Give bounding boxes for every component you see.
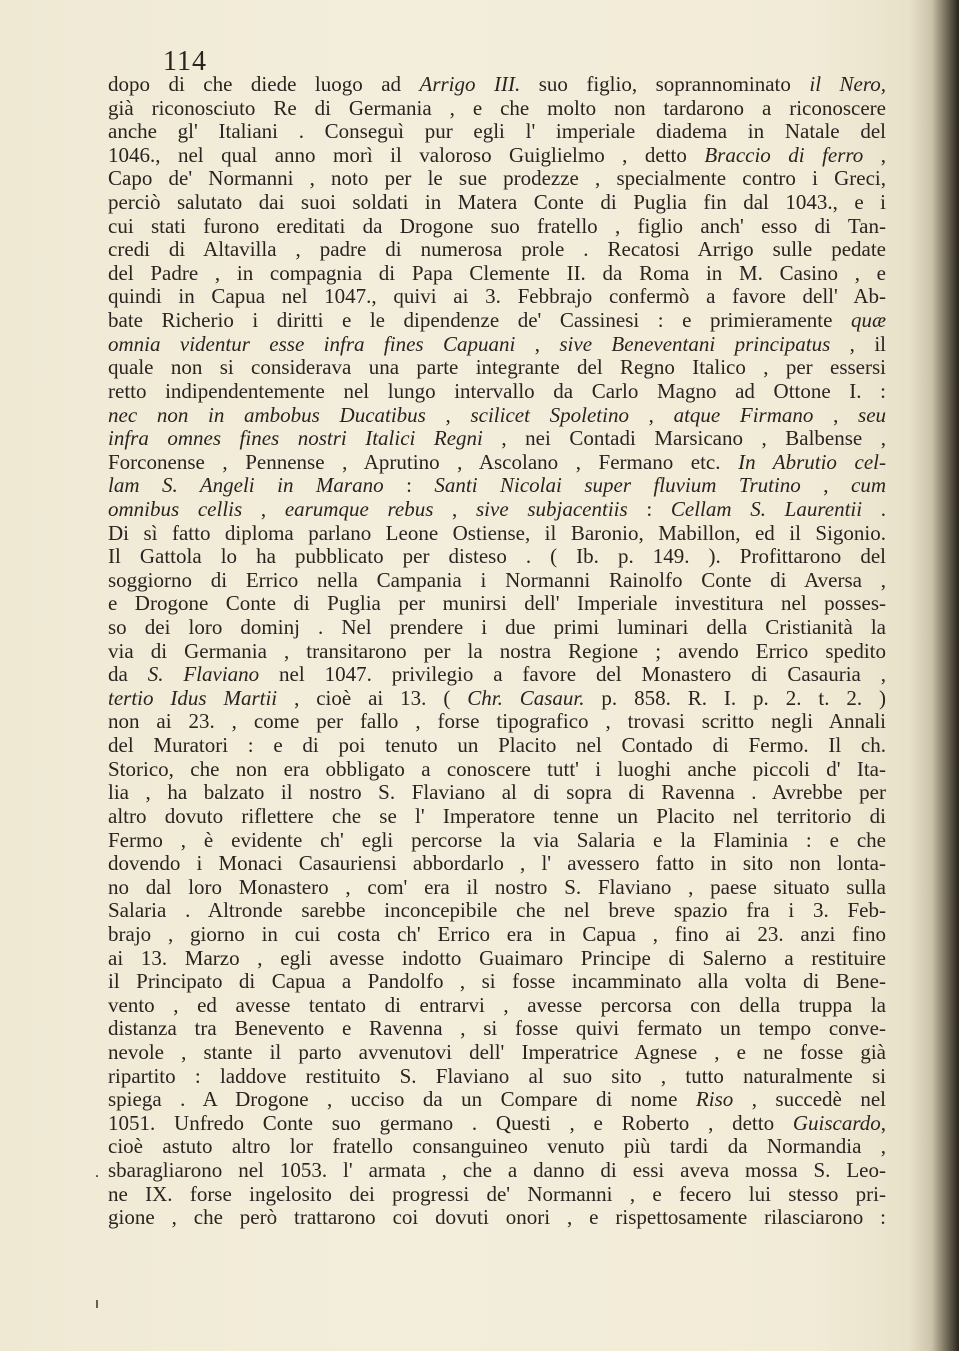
text-segment: ,	[242, 497, 285, 521]
text-segment: ,	[813, 403, 859, 427]
text-segment: distanza tra Benevento e Ravenna , si fosse quivi fermato un tempo conve-	[108, 1017, 886, 1041]
text-segment: no dal loro Monastero , com' era il nostro S. Flaviano , paese situato sulla	[108, 875, 886, 899]
italic-segment: infra omnes fines nostri Italici Regni	[108, 427, 483, 451]
text-line	[108, 569, 886, 593]
italic-segment: tertio Idus Martii	[108, 686, 278, 710]
text-line	[108, 522, 886, 546]
text-segment: del Padre , in compagnia di Papa Clemente II. da Roma in M. Casino , e	[108, 261, 886, 285]
text-segment: Storico, che non era obbligato a conoscere tutt' i luoghi anche piccoli d' Ita-	[108, 757, 886, 781]
text-segment: Fermo , è evidente ch' egli percorse la via Salaria e la Flaminia : e che	[108, 828, 886, 852]
text-segment: cui stati furono ereditati da Drogone suo fratello , figlio anch' esso di Tan-	[108, 214, 886, 238]
text-segment: via di Germania , transitarono per la nostra Regione ; avendo Errico spedito	[108, 639, 886, 663]
text-segment: ai 13. Marzo , egli avesse indotto Guaimaro Principe di Salerno a restituire	[108, 946, 886, 970]
text-line	[108, 687, 886, 711]
gutter-shadow	[909, 0, 959, 1351]
text-line	[108, 97, 886, 121]
margin-mark	[96, 1300, 98, 1308]
italic-segment: In Abrutio cel-	[738, 450, 886, 474]
text-segment: Di sì fatto diploma parlano Leone Ostiense, il Baronio, Mabillon, ed il Sigonio.	[108, 521, 886, 545]
text-line	[108, 710, 886, 734]
text-segment: dovendo i Monaci Casauriensi abbordarlo , l' avessero fatto in sito non lonta-	[108, 852, 886, 876]
text-segment: , nei Contadi Marsicano , Balbense ,	[482, 427, 886, 451]
italic-segment: Cellam S. Laurentii	[670, 497, 863, 521]
text-line	[108, 592, 886, 616]
italic-segment: Santi Nicolai super fluvium Trutino	[434, 474, 801, 498]
text-line	[108, 73, 886, 97]
text-segment: quindi in Capua nel 1047., quivi ai 3. Febbrajo confermò a favore dell' Ab-	[108, 285, 886, 309]
text-segment: , cioè ai 13. (	[277, 686, 468, 710]
text-segment: ,	[628, 403, 674, 427]
page-number: 114	[163, 46, 207, 77]
italic-segment: quæ	[850, 309, 886, 333]
text-segment: , succedè nel	[733, 1088, 886, 1112]
text-segment: del Muratori : e di poi tenuto un Placito nel Contado di Fermo. Il ch.	[108, 734, 886, 758]
text-segment: gione , che però trattarono coi dovuti onori , e rispettosamente rilasciarono :	[108, 1206, 886, 1230]
text-line	[108, 1017, 886, 1041]
text-line	[108, 994, 886, 1018]
text-segment: e Drogone Conte di Puglia per munirsi dell' Imperiale investitura nel posses-	[108, 592, 886, 616]
text-line	[108, 970, 886, 994]
text-line	[108, 1135, 886, 1159]
text-line	[108, 427, 886, 451]
italic-segment: scilicet Spoletino	[470, 403, 629, 427]
text-segment: Salaria . Altronde sarebbe inconcepibile che nel breve spazio fra i 3. Feb-	[108, 899, 886, 923]
text-line	[108, 876, 886, 900]
text-line	[108, 474, 886, 498]
text-segment: ,	[800, 474, 851, 498]
italic-segment: sive Beneventani principatus	[559, 332, 831, 356]
text-segment: già riconosciuto Re di Germania , e che molto non tardarono a riconoscere	[108, 96, 886, 120]
italic-segment: omnibus cellis	[108, 497, 243, 521]
text-line	[108, 404, 886, 428]
text-segment: lia , ha balzato il nostro S. Flaviano al di sopra di Ravenna . Avrebbe per	[108, 781, 886, 805]
text-line	[108, 191, 886, 215]
text-line	[108, 144, 886, 168]
text-line	[108, 238, 886, 262]
text-segment: so dei loro dominj . Nel prendere i due primi luminari della Cristianità la	[108, 616, 886, 640]
italic-segment: S. Flaviano	[147, 663, 260, 687]
italic-segment: lam S. Angeli in Marano	[108, 474, 384, 498]
text-line	[108, 805, 886, 829]
stray-mark: .	[95, 1164, 99, 1181]
text-segment: ,	[425, 403, 471, 427]
italic-segment: sive subjacentiis	[476, 497, 628, 521]
italic-segment: nec non in ambobus Ducatibus	[108, 403, 426, 427]
text-line	[108, 640, 886, 664]
text-segment: ,	[880, 1111, 886, 1135]
text-line	[108, 1159, 886, 1183]
text-line	[108, 333, 886, 357]
text-line	[108, 285, 886, 309]
text-line	[108, 1088, 886, 1112]
text-segment: ,	[863, 143, 886, 167]
text-line	[108, 1065, 886, 1089]
text-segment: Capo de' Normanni , noto per le sue prodezze , specialmente contro i Greci,	[108, 167, 886, 191]
text-line	[108, 734, 886, 758]
text-segment: da	[108, 663, 148, 687]
text-line	[108, 899, 886, 923]
text-line	[108, 545, 886, 569]
text-line	[108, 356, 886, 380]
italic-segment: Braccio di ferro	[704, 143, 864, 167]
text-segment: 1046., nel qual anno morì il valoroso Guiglielmo , detto	[108, 143, 705, 167]
text-segment: altro dovuto riflettere che se l' Imperatore tenne un Placito nel territorio di	[108, 804, 886, 828]
text-line	[108, 262, 886, 286]
text-line	[108, 923, 886, 947]
text-line	[108, 947, 886, 971]
text-segment: ne IX. forse ingelosito dei progressi de' Normanni , e fecero lui stesso pri-	[108, 1182, 886, 1206]
text-segment: non ai 23. , come per fallo , forse tipografico , trovasi scritto negli Annali	[108, 710, 886, 734]
text-segment: il Principato di Capua a Pandolfo , si fosse incamminato alla volta di Bene-	[108, 970, 886, 994]
italic-segment: atque Firmano	[673, 403, 814, 427]
text-segment: ,	[515, 332, 560, 356]
text-segment: 1051. Unfredo Conte suo germano . Questi , e Roberto , detto	[108, 1111, 793, 1135]
text-segment: sbaragliarono nel 1053. l' armata , che a danno di essi aveva mossa S. Leo-	[108, 1159, 886, 1183]
text-line	[108, 215, 886, 239]
text-segment: cioè astuto altro lor fratello consanguineo venuto più tardi da Normandia ,	[108, 1135, 886, 1159]
text-line	[108, 167, 886, 191]
text-segment: retto indipendentemente nel lungo intervallo da Carlo Magno ad Ottone I. :	[108, 379, 886, 403]
text-segment: vento , ed avesse tentato di entrarvi , avesse percorsa con della truppa la	[108, 993, 886, 1017]
text-line	[108, 758, 886, 782]
text-line	[108, 451, 886, 475]
text-line	[108, 852, 886, 876]
text-line	[108, 1112, 886, 1136]
text-line	[108, 1183, 886, 1207]
text-segment: , il	[830, 332, 886, 356]
text-line	[108, 663, 886, 687]
italic-segment: il Nero,	[809, 73, 886, 96]
text-segment: Forconense , Pennense , Aprutino , Ascolano , Fermano etc.	[108, 450, 739, 474]
text-segment: bate Richerio i diritti e le dipendenze de' Cassinesi : e primieramente	[108, 309, 851, 333]
text-segment: perciò salutato dai suoi soldati in Matera Conte di Puglia fin dal 1043., e i	[108, 191, 886, 215]
text-segment: nevole , stante il parto avvenutovi dell' Imperatrice Agnese , e ne fosse già	[108, 1040, 886, 1064]
italic-segment: Chr. Casaur.	[467, 686, 585, 710]
text-line	[108, 120, 886, 144]
text-line	[108, 829, 886, 853]
italic-segment: omnia videntur esse infra fines Capuani	[108, 332, 516, 356]
italic-segment: earumque rebus	[284, 497, 434, 521]
text-segment: :	[627, 497, 671, 521]
text-segment: anche gl' Italiani . Conseguì pur egli l' imperiale diadema in Natale del	[108, 120, 886, 144]
italic-segment: Guiscardo	[792, 1111, 881, 1135]
text-segment: quale non si considerava una parte integrante del Regno Italico , per essersi	[108, 356, 886, 380]
italic-segment: Arrigo III.	[419, 73, 521, 96]
text-line	[108, 309, 886, 333]
italic-segment: seu	[858, 403, 886, 427]
text-segment: .	[862, 497, 886, 521]
text-line	[108, 616, 886, 640]
text-segment: soggiorno di Errico nella Campania i Normanni Rainolfo Conte di Aversa ,	[108, 568, 886, 592]
text-line	[108, 498, 886, 522]
text-segment: ,	[433, 497, 476, 521]
text-segment: ripartito : laddove restituito S. Flaviano al suo sito , tutto naturalmente si	[108, 1064, 886, 1088]
text-line	[108, 781, 886, 805]
text-segment: p. 858. R. I. p. 2. t. 2. )	[584, 686, 886, 710]
text-segment: spiega . A Drogone , ucciso da un Compare di nome	[108, 1088, 696, 1112]
text-segment: dopo di che diede luogo ad	[108, 73, 420, 96]
body-text	[108, 73, 886, 1230]
text-line	[108, 380, 886, 404]
text-segment: credi di Altavilla , padre di numerosa prole . Recatosi Arrigo sulle pedate	[108, 238, 886, 262]
text-segment: brajo , giorno in cui costa ch' Errico era in Capua , fino ai 23. anzi fino	[108, 922, 886, 946]
text-segment: Il Gattola lo ha pubblicato per disteso . ( Ib. p. 149. ). Profittarono del	[108, 545, 886, 569]
text-segment: suo figlio, soprannominato	[520, 73, 810, 96]
text-segment: nel 1047. privilegio a favore del Monastero di Casauria ,	[259, 663, 886, 687]
italic-segment: cum	[851, 474, 886, 498]
text-segment: :	[383, 474, 435, 498]
text-line	[108, 1206, 886, 1230]
italic-segment: Riso	[695, 1088, 734, 1112]
text-line	[108, 1041, 886, 1065]
